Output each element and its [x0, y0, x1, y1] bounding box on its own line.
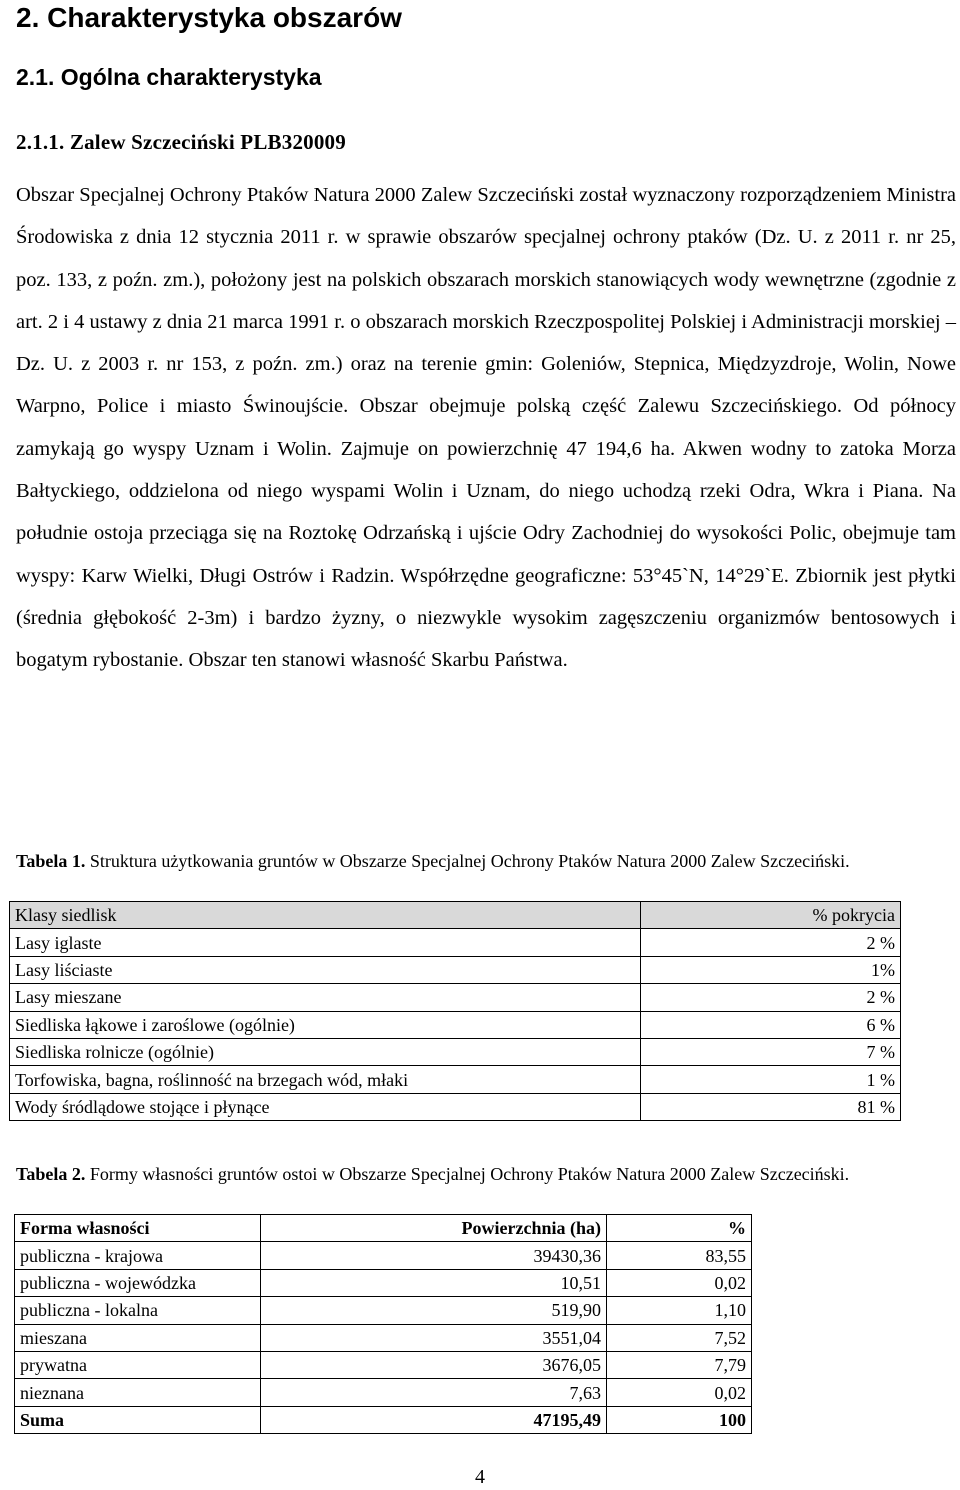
table1-caption-label: Tabela 1. — [16, 851, 86, 871]
area-cell: 10,51 — [261, 1269, 607, 1296]
ownership-cell: publiczna - krajowa — [15, 1242, 261, 1269]
table-row — [10, 984, 901, 1011]
coverage-cell: 1 % — [641, 1066, 901, 1093]
ownership-cell: publiczna - wojewódzka — [15, 1269, 261, 1296]
table-row — [15, 1324, 752, 1351]
area-cell: 3676,05 — [261, 1351, 607, 1378]
habitat-cell: Wody śródlądowe stojące i płynące — [10, 1093, 641, 1120]
ownership-cell: publiczna - lokalna — [15, 1297, 261, 1324]
percent-cell: 7,79 — [607, 1351, 752, 1378]
area-cell: 519,90 — [261, 1297, 607, 1324]
sum-label-cell: Suma — [15, 1406, 261, 1433]
percent-cell: 0,02 — [607, 1379, 752, 1406]
coverage-cell: 2 % — [641, 984, 901, 1011]
sum-row — [15, 1406, 752, 1433]
ownership-cell: nieznana — [15, 1379, 261, 1406]
habitat-cell: Torfowiska, bagna, roślinność na brzegach wód, młaki — [10, 1066, 641, 1093]
column-header-area: Powierzchnia (ha) — [261, 1215, 607, 1242]
table-header-row — [10, 902, 901, 929]
percent-cell: 1,10 — [607, 1297, 752, 1324]
table-row — [10, 929, 901, 956]
table-row — [10, 1066, 901, 1093]
habitat-cell: Lasy iglaste — [10, 929, 641, 956]
table-row — [10, 956, 901, 983]
table-row — [10, 1011, 901, 1038]
ownership-cell: prywatna — [15, 1351, 261, 1378]
area-cell: 7,63 — [261, 1379, 607, 1406]
subsubsection-heading: 2.1.1. Zalew Szczeciński PLB320009 — [16, 130, 346, 154]
table-row — [15, 1297, 752, 1324]
habitat-cell: Siedliska łąkowe i zaroślowe (ogólnie) — [10, 1011, 641, 1038]
habitat-cell: Lasy mieszane — [10, 984, 641, 1011]
column-header-ownership: Forma własności — [15, 1215, 261, 1242]
table-row — [15, 1351, 752, 1378]
percent-cell: 0,02 — [607, 1269, 752, 1296]
percent-cell: 7,52 — [607, 1324, 752, 1351]
table-row — [15, 1242, 752, 1269]
coverage-cell: 1% — [641, 956, 901, 983]
column-header-percent: % — [607, 1215, 752, 1242]
section-heading: 2. Charakterystyka obszarów — [16, 2, 402, 33]
subsection-heading: 2.1. Ogólna charakterystyka — [16, 64, 322, 90]
area-cell: 39430,36 — [261, 1242, 607, 1269]
coverage-cell: 6 % — [641, 1011, 901, 1038]
table2-caption — [16, 1164, 960, 1185]
percent-cell: 83,55 — [607, 1242, 752, 1269]
habitat-table — [9, 901, 901, 1121]
table-header-row — [15, 1215, 752, 1242]
page-number: 4 — [475, 1466, 485, 1488]
ownership-cell: mieszana — [15, 1324, 261, 1351]
habitat-cell: Lasy liściaste — [10, 956, 641, 983]
table2-caption-label: Tabela 2. — [16, 1164, 86, 1184]
table1-caption — [16, 851, 960, 872]
coverage-cell: 81 % — [641, 1093, 901, 1120]
habitat-cell: Siedliska rolnicze (ogólnie) — [10, 1038, 641, 1065]
coverage-cell: 7 % — [641, 1038, 901, 1065]
area-cell: 3551,04 — [261, 1324, 607, 1351]
table-row — [10, 1093, 901, 1120]
sum-percent-cell: 100 — [607, 1406, 752, 1433]
sum-area-cell: 47195,49 — [261, 1406, 607, 1433]
column-header-habitat: Klasy siedlisk — [10, 902, 641, 929]
table-row — [10, 1038, 901, 1065]
table-row — [15, 1379, 752, 1406]
table-row — [15, 1269, 752, 1296]
ownership-table — [14, 1214, 752, 1434]
table2-caption-text: Formy własności gruntów ostoi w Obszarze Specjalnej Ochrony Ptaków Natura 2000 Zalew Szczeciński. — [85, 1164, 850, 1184]
body-paragraph: Obszar Specjalnej Ochrony Ptaków Natura 2000 Zalew Szczeciński został wyznaczony rozporządzeniem Ministra Środowiska z dnia 12 stycznia 2011 r. w sprawie obszarów specjalnej ochrony ptaków (Dz. U. z 2011 r. nr 25, poz. 133, z poźn. zm.), położony jest na polskich obszarach morskich stanowiących wody wewnętrzne (zgodnie z art. 2 i 4 ustawy z dnia 21 marca 1991 r. o obszarach morskich Rzeczpospolitej Polskiej i Administracji morskiej – Dz. U. z 2003 r. nr 153, z poźn. zm.) oraz na terenie gmin: Goleniów, Stepnica, Międzyzdroje, Wolin, Nowe Warpno, Police i miasto Świnoujście. Obszar obejmuje polską część Zalewu Szczecińskiego. Od północy zamykają go wyspy Uznam i Wolin. Zajmuje on powierzchnię 47 194,6 ha. Akwen wodny to zatoka Morza Bałtyckiego, oddzielona od niego wyspami Wolin i Uznam, do niego uchodzą rzeki Odra, Wkra i Piana. Na południe ostoja przeciąga się na Roztokę Odrzańską i ujście Odry Zachodniej do wysokości Polic, obejmuje tam wyspy: Karw Wielki, Długi Ostrów i Radzin. Współrzędne geograficzne: 53°45`N, 14°29`E. Zbiornik jest płytki (średnia głębokość 2-3m) i bardzo żyzny, o niezwykle wysokim zagęszczeniu organizmów bentosowych i bogatym rybostanie. Obszar ten stanowi własność Skarbu Państwa. — [16, 184, 956, 672]
coverage-cell: 2 % — [641, 929, 901, 956]
column-header-coverage: % pokrycia — [641, 902, 901, 929]
table1-caption-text: Struktura użytkowania gruntów w Obszarze Specjalnej Ochrony Ptaków Natura 2000 Zalew Szczeciński. — [85, 851, 850, 871]
